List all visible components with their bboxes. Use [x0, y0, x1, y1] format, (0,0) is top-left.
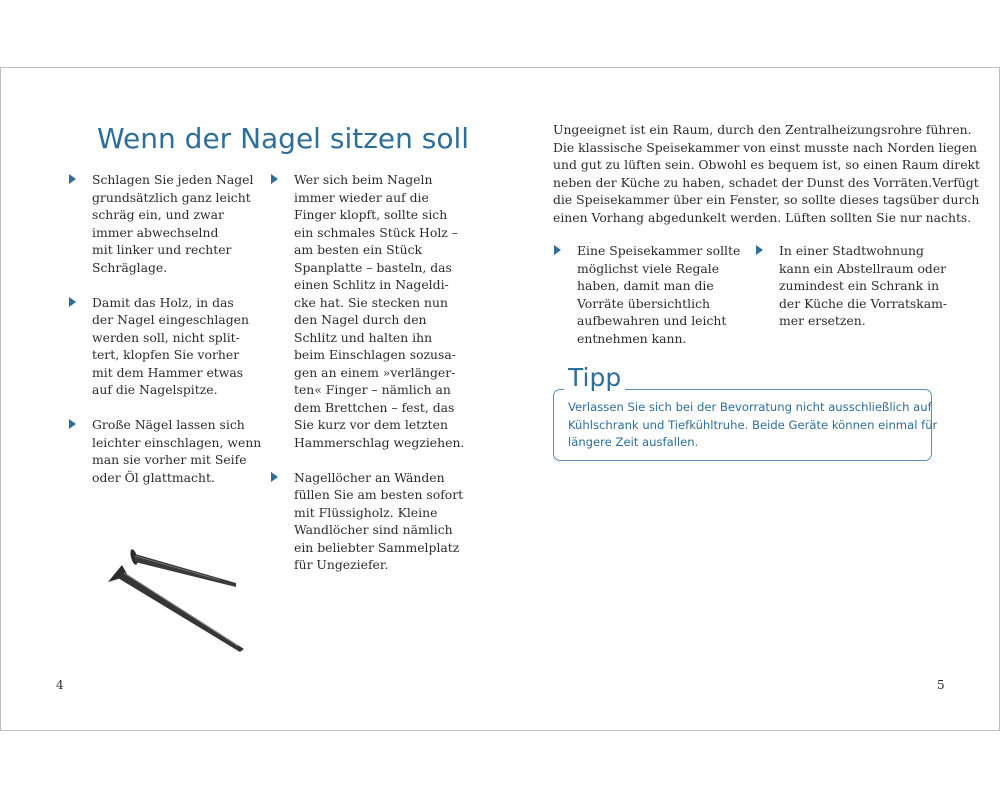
- bullet-arrow-icon: [69, 297, 76, 307]
- list-item: In einer Stadtwohnung kann ein Abstellraum oder zumindest ein Schrank in der Küche die Vorratskam- mer ersetzen.: [779, 242, 949, 330]
- right-column-1: [577, 242, 747, 347]
- bullet-arrow-icon: [271, 472, 278, 482]
- bullet-arrow-icon: [271, 174, 278, 184]
- list-item: Nagellöcher an Wänden füllen Sie am besten sofort mit Flüssigholz. Kleine Wandlöcher sind nämlich ein beliebter Sammelplatz für Ungeziefer.: [294, 469, 464, 574]
- page-number-left: 4: [56, 678, 64, 692]
- page-title: Wenn der Nagel sitzen soll: [97, 122, 470, 155]
- nails-icon: [100, 545, 260, 660]
- page-number-right: 5: [937, 678, 945, 692]
- tipp-label: Tipp: [564, 363, 625, 392]
- list-item: Wer sich beim Nageln immer wieder auf die Finger klopft, sollte sich ein schmales Stück Holz – am besten ein Stück Spanplatte – basteln, das einen Schlitz in Nageldi- cke hat. Sie stecken nun den Nagel durch den Schlitz und halten ihn beim Einschlagen sozusa- gen an einem »verlänger- ten« Finger – nämlich an dem Brettchen – fest, das Sie kurz vor dem letzten Hammerschlag wegziehen.: [294, 171, 464, 451]
- nail-short-icon: [129, 548, 236, 587]
- tipp-text: Verlassen Sie sich bei der Bevorratung nicht ausschließlich auf Kühlschrank und Tiefkühltruhe. Beide Geräte können einmal für längere Zeit ausfallen.: [568, 400, 938, 449]
- bullet-arrow-icon: [69, 419, 76, 429]
- right-column-2: [779, 242, 949, 330]
- list-item: Damit das Holz, in das der Nagel eingeschlagen werden soll, nicht split- tert, klopfen Sie vorher mit dem Hammer etwas auf die Nagelspitze.: [92, 294, 262, 399]
- bullet-arrow-icon: [756, 245, 763, 255]
- intro-paragraph: Ungeeignet ist ein Raum, durch den Zentralheizungsrohre führen. Die klassische Speisekammer von einst musste nach Norden liegen und gut zu lüften sein. Obwohl es bequem ist, so einen Raum direkt neben der Küche zu haben, schadet der Dunst des Vorräten.Verfügt die Speisekammer über ein Fenster, so sollte dieses tagsüber durch einen Vorhang abgedunkelt werden. Lüften sollten Sie nur nachts.: [553, 122, 981, 225]
- left-column-1: [92, 171, 262, 486]
- list-item: Schlagen Sie jeden Nagel grundsätzlich ganz leicht schräg ein, und zwar immer abwechselnd mit linker und rechter Schräglage.: [92, 171, 262, 276]
- list-item: Große Nägel lassen sich leichter einschlagen, wenn man sie vorher mit Seife oder Öl glattmacht.: [92, 416, 262, 486]
- list-item: Eine Speisekammer sollte möglichst viele Regale haben, damit man die Vorräte übersichtlich aufbewahren und leicht entnehmen kann.: [577, 242, 747, 347]
- bullet-arrow-icon: [554, 245, 561, 255]
- left-column-2: [294, 171, 464, 574]
- bullet-arrow-icon: [69, 174, 76, 184]
- nail-long-icon: [108, 565, 244, 652]
